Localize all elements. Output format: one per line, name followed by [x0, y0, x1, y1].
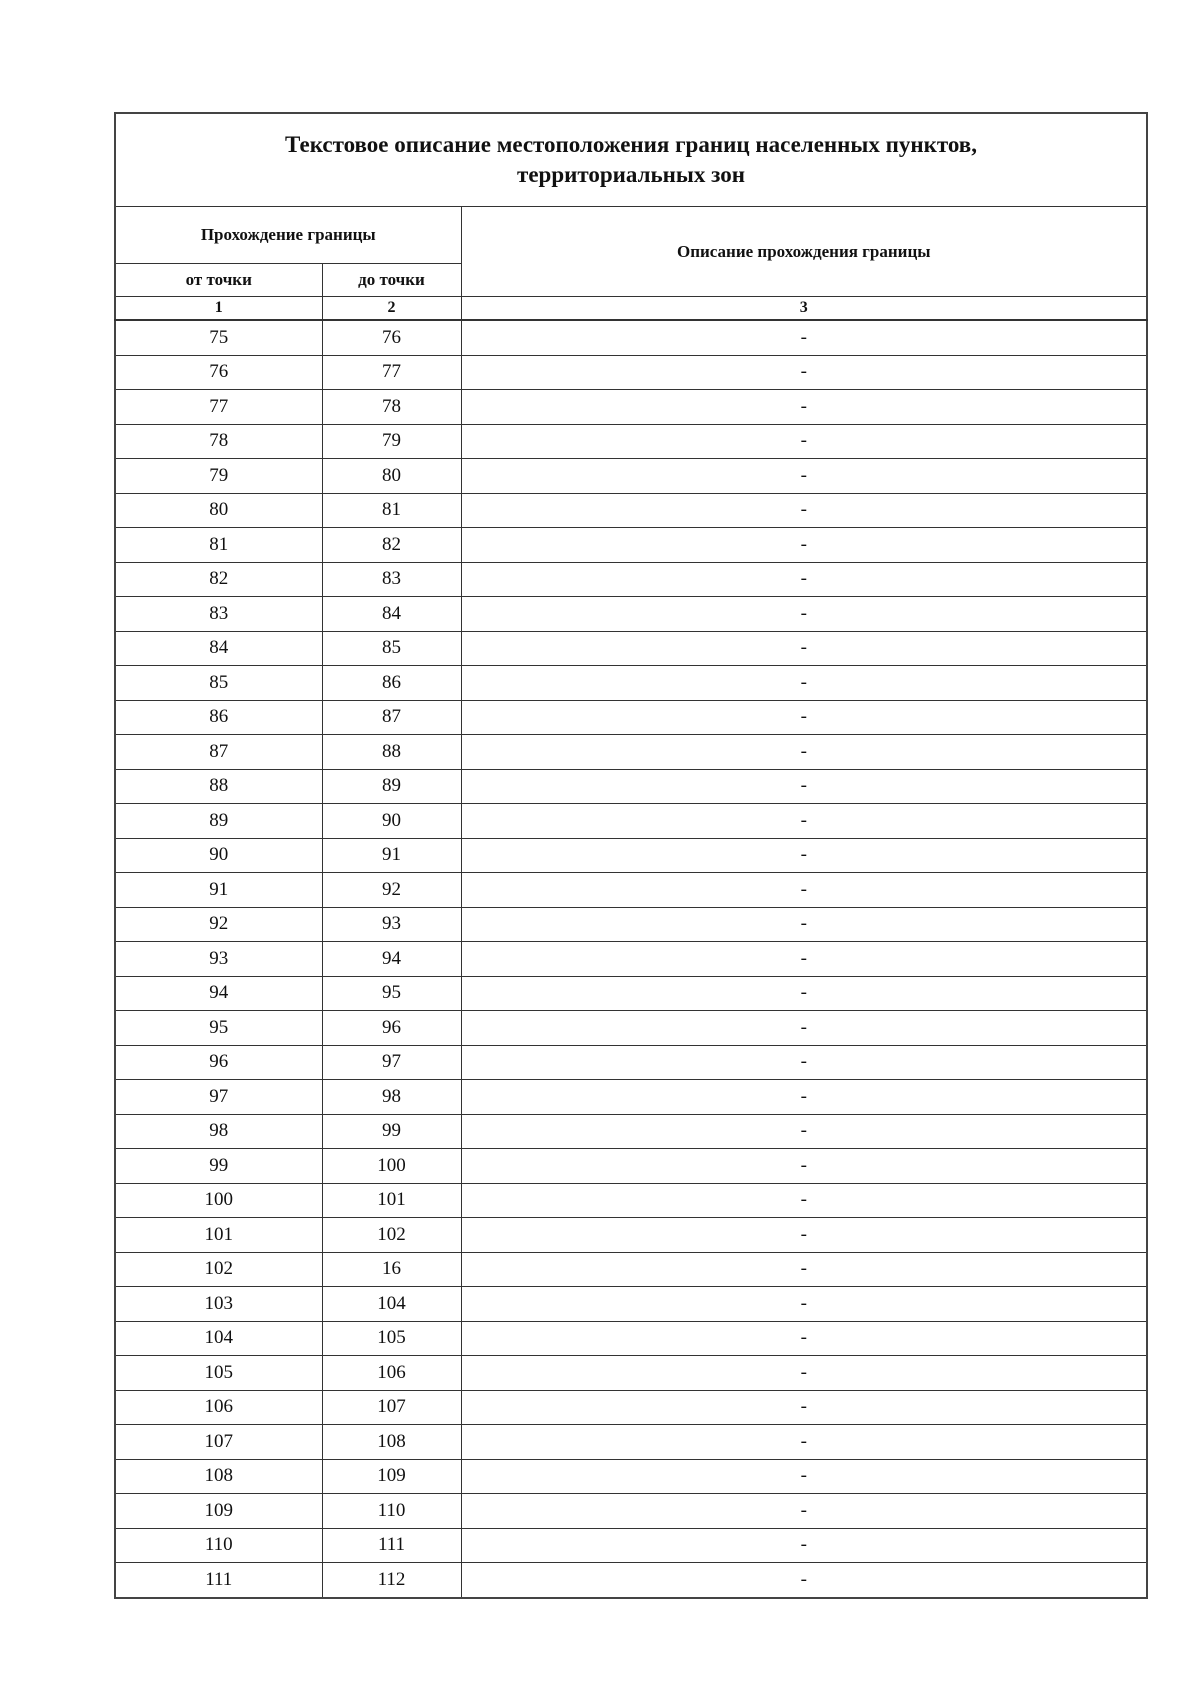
to-point-cell: 95: [322, 976, 461, 1011]
description-cell: -: [461, 528, 1147, 563]
to-point-cell: 97: [322, 1045, 461, 1080]
column-number-3: 3: [461, 297, 1147, 321]
table-row: [115, 804, 1147, 839]
from-point-cell: 86: [115, 700, 322, 735]
table-row: [115, 320, 1147, 355]
to-point-cell: 99: [322, 1114, 461, 1149]
table-row: [115, 1045, 1147, 1080]
to-point-cell: 89: [322, 769, 461, 804]
table-row: [115, 769, 1147, 804]
to-point-cell: 16: [322, 1252, 461, 1287]
to-point-cell: 104: [322, 1287, 461, 1322]
table-row: [115, 1390, 1147, 1425]
from-point-cell: 98: [115, 1114, 322, 1149]
table-row: [115, 1356, 1147, 1391]
from-point-cell: 92: [115, 907, 322, 942]
description-cell: -: [461, 666, 1147, 701]
to-point-cell: 96: [322, 1011, 461, 1046]
description-cell: -: [461, 1390, 1147, 1425]
to-point-cell: 98: [322, 1080, 461, 1115]
table-row: [115, 1149, 1147, 1184]
to-point-cell: 91: [322, 838, 461, 873]
from-point-cell: 106: [115, 1390, 322, 1425]
from-point-cell: 102: [115, 1252, 322, 1287]
description-cell: -: [461, 1218, 1147, 1253]
from-point-cell: 87: [115, 735, 322, 770]
description-cell: -: [461, 424, 1147, 459]
table-row: [115, 1459, 1147, 1494]
from-point-cell: 88: [115, 769, 322, 804]
table-row: [115, 1252, 1147, 1287]
to-point-cell: 86: [322, 666, 461, 701]
table-row: [115, 1425, 1147, 1460]
table-row: [115, 666, 1147, 701]
table-row: [115, 390, 1147, 425]
table-row: [115, 355, 1147, 390]
table-row: [115, 873, 1147, 908]
from-point-cell: 91: [115, 873, 322, 908]
description-cell: -: [461, 976, 1147, 1011]
to-point-cell: 105: [322, 1321, 461, 1356]
header-description: Описание прохождения границы: [461, 207, 1147, 297]
to-point-cell: 107: [322, 1390, 461, 1425]
to-point-cell: 88: [322, 735, 461, 770]
to-point-cell: 112: [322, 1563, 461, 1598]
from-point-cell: 76: [115, 355, 322, 390]
description-cell: -: [461, 1563, 1147, 1598]
description-cell: -: [461, 1356, 1147, 1391]
from-point-cell: 101: [115, 1218, 322, 1253]
to-point-cell: 85: [322, 631, 461, 666]
from-point-cell: 90: [115, 838, 322, 873]
table-row: [115, 1011, 1147, 1046]
from-point-cell: 82: [115, 562, 322, 597]
to-point-cell: 80: [322, 459, 461, 494]
to-point-cell: 84: [322, 597, 461, 632]
table-row: [115, 942, 1147, 977]
from-point-cell: 105: [115, 1356, 322, 1391]
to-point-cell: 82: [322, 528, 461, 563]
to-point-cell: 101: [322, 1183, 461, 1218]
to-point-cell: 108: [322, 1425, 461, 1460]
table-row: [115, 1528, 1147, 1563]
from-point-cell: 107: [115, 1425, 322, 1460]
from-point-cell: 110: [115, 1528, 322, 1563]
table-row: [115, 976, 1147, 1011]
table-row: [115, 735, 1147, 770]
boundary-description-table: [114, 112, 1148, 1599]
table-row: [115, 1494, 1147, 1529]
table-body: [115, 320, 1147, 1598]
description-cell: -: [461, 631, 1147, 666]
description-cell: -: [461, 320, 1147, 355]
to-point-cell: 83: [322, 562, 461, 597]
table-row: [115, 493, 1147, 528]
from-point-cell: 100: [115, 1183, 322, 1218]
description-cell: -: [461, 597, 1147, 632]
header-from-point: от точки: [115, 264, 322, 297]
table-row: [115, 597, 1147, 632]
header-boundary-passage: Прохождение границы: [115, 207, 461, 264]
to-point-cell: 87: [322, 700, 461, 735]
from-point-cell: 103: [115, 1287, 322, 1322]
table-row: [115, 424, 1147, 459]
description-cell: -: [461, 1321, 1147, 1356]
description-cell: -: [461, 1149, 1147, 1184]
to-point-cell: 106: [322, 1356, 461, 1391]
from-point-cell: 85: [115, 666, 322, 701]
document-title: [115, 113, 1147, 207]
from-point-cell: 79: [115, 459, 322, 494]
to-point-cell: 90: [322, 804, 461, 839]
column-number-1: 1: [115, 297, 322, 321]
header-to-point: до точки: [322, 264, 461, 297]
table-row: [115, 631, 1147, 666]
description-cell: -: [461, 700, 1147, 735]
to-point-cell: 110: [322, 1494, 461, 1529]
to-point-cell: 94: [322, 942, 461, 977]
table-row: [115, 1563, 1147, 1598]
from-point-cell: 93: [115, 942, 322, 977]
to-point-cell: 92: [322, 873, 461, 908]
description-cell: -: [461, 562, 1147, 597]
from-point-cell: 83: [115, 597, 322, 632]
description-cell: -: [461, 1183, 1147, 1218]
title-line-1: Текстовое описание местоположения границ населенных пунктов,: [285, 132, 977, 157]
table-row: [115, 700, 1147, 735]
description-cell: -: [461, 804, 1147, 839]
description-cell: -: [461, 769, 1147, 804]
to-point-cell: 100: [322, 1149, 461, 1184]
from-point-cell: 97: [115, 1080, 322, 1115]
table-row: [115, 1218, 1147, 1253]
to-point-cell: 77: [322, 355, 461, 390]
table-row: [115, 907, 1147, 942]
table-row: [115, 528, 1147, 563]
to-point-cell: 109: [322, 1459, 461, 1494]
to-point-cell: 79: [322, 424, 461, 459]
table-row: [115, 838, 1147, 873]
table-row: [115, 1321, 1147, 1356]
from-point-cell: 99: [115, 1149, 322, 1184]
description-cell: -: [461, 838, 1147, 873]
from-point-cell: 75: [115, 320, 322, 355]
column-number-2: 2: [322, 297, 461, 321]
description-cell: -: [461, 1287, 1147, 1322]
description-cell: -: [461, 355, 1147, 390]
description-cell: -: [461, 1045, 1147, 1080]
from-point-cell: 108: [115, 1459, 322, 1494]
to-point-cell: 81: [322, 493, 461, 528]
to-point-cell: 76: [322, 320, 461, 355]
table-row: [115, 1287, 1147, 1322]
description-cell: -: [461, 907, 1147, 942]
description-cell: -: [461, 1114, 1147, 1149]
from-point-cell: 95: [115, 1011, 322, 1046]
from-point-cell: 89: [115, 804, 322, 839]
description-cell: -: [461, 1080, 1147, 1115]
description-cell: -: [461, 390, 1147, 425]
table-row: [115, 1114, 1147, 1149]
from-point-cell: 104: [115, 1321, 322, 1356]
from-point-cell: 84: [115, 631, 322, 666]
table-row: [115, 562, 1147, 597]
title-line-2: территориальных зон: [517, 162, 745, 187]
to-point-cell: 93: [322, 907, 461, 942]
description-cell: -: [461, 1528, 1147, 1563]
table-row: [115, 1080, 1147, 1115]
description-cell: -: [461, 1011, 1147, 1046]
description-cell: -: [461, 1459, 1147, 1494]
table-row: [115, 1183, 1147, 1218]
description-cell: -: [461, 1425, 1147, 1460]
description-cell: -: [461, 493, 1147, 528]
from-point-cell: 80: [115, 493, 322, 528]
from-point-cell: 94: [115, 976, 322, 1011]
to-point-cell: 78: [322, 390, 461, 425]
from-point-cell: 81: [115, 528, 322, 563]
description-cell: -: [461, 1494, 1147, 1529]
from-point-cell: 96: [115, 1045, 322, 1080]
from-point-cell: 77: [115, 390, 322, 425]
from-point-cell: 109: [115, 1494, 322, 1529]
from-point-cell: 111: [115, 1563, 322, 1598]
from-point-cell: 78: [115, 424, 322, 459]
table-row: [115, 459, 1147, 494]
description-cell: -: [461, 1252, 1147, 1287]
to-point-cell: 111: [322, 1528, 461, 1563]
description-cell: -: [461, 873, 1147, 908]
description-cell: -: [461, 459, 1147, 494]
to-point-cell: 102: [322, 1218, 461, 1253]
description-cell: -: [461, 735, 1147, 770]
description-cell: -: [461, 942, 1147, 977]
